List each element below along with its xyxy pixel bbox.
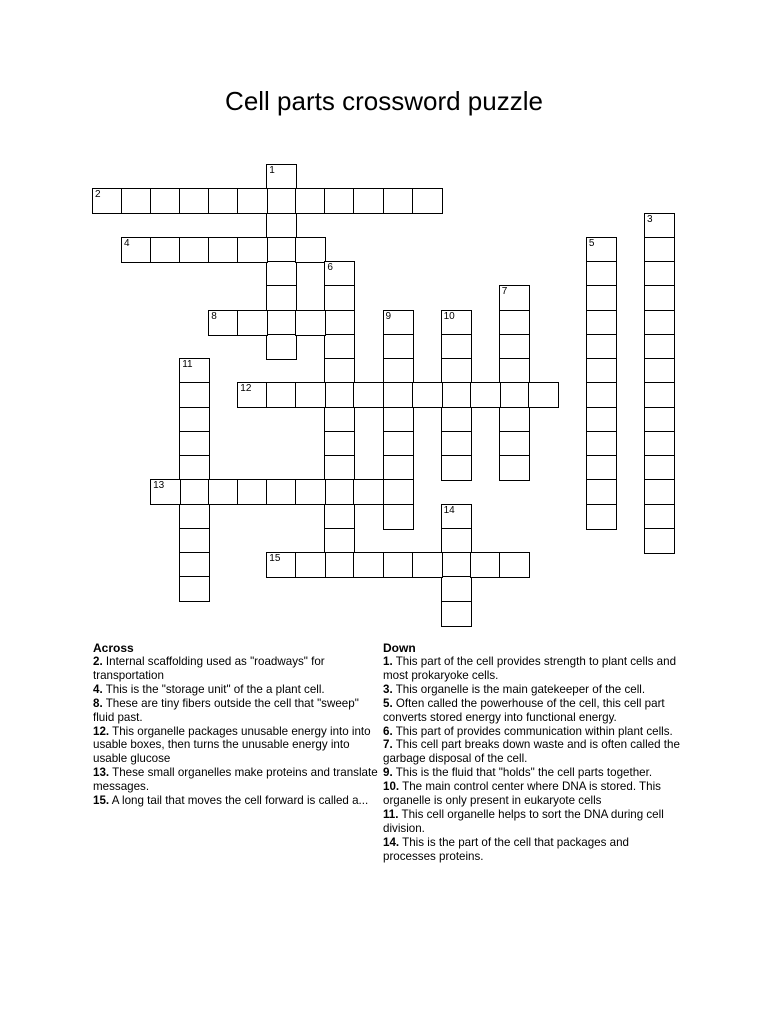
grid-cell[interactable] [528,382,559,408]
grid-cell[interactable] [150,188,181,214]
grid-cell[interactable] [586,479,617,505]
clue-text: This cell organelle helps to sort the DNA during cell division. [383,807,664,835]
grid-cell[interactable] [441,528,472,554]
clue-number: 5. [383,696,393,710]
grid-cell[interactable] [208,237,239,263]
grid-cell[interactable] [383,552,414,578]
grid-cell[interactable] [266,213,297,239]
grid-cell[interactable] [324,261,355,287]
grid-cell[interactable] [441,504,472,530]
grid-cell[interactable] [470,382,501,408]
grid-cell[interactable] [586,407,617,433]
grid-cell[interactable] [499,407,530,433]
clue-number: 14. [383,835,400,849]
grid-cell[interactable] [499,310,530,336]
clue-number: 3. [383,682,393,696]
grid-cell[interactable] [499,552,530,578]
grid-cell[interactable] [383,334,414,360]
grid-cell[interactable] [412,552,443,578]
grid-cell[interactable] [644,285,675,311]
grid-cell[interactable] [499,455,530,481]
grid-cell[interactable] [644,213,675,239]
grid-cell[interactable] [179,552,210,578]
grid-cell[interactable] [324,407,355,433]
grid-cell[interactable] [353,479,384,505]
grid-cell[interactable] [295,188,326,214]
grid-cell[interactable] [353,552,384,578]
grid-cell[interactable] [383,504,414,530]
clue-text: This organelle is the main gatekeeper of the cell. [395,682,646,696]
clue-number: 9. [383,766,393,780]
grid-cell[interactable] [324,455,355,481]
down-clue [383,697,683,725]
clue-number: 5 [588,237,595,249]
across-clue [93,766,383,794]
grid-cell[interactable] [266,310,297,336]
clue-number: 12. [93,724,110,738]
down-clue [383,655,683,683]
grid-cell[interactable] [237,188,268,214]
clue-number: 15 [269,553,281,564]
grid-cell[interactable] [644,479,675,505]
clue-text: This part of provides communication within plant cells. [395,724,673,738]
clue-number: 8 [211,310,217,322]
grid-cell[interactable] [324,358,355,384]
clue-number: 10 [443,310,455,322]
clue-text: This part of the cell provides strength to plant cells and most prokaryoke cells. [383,655,677,682]
grid-cell[interactable] [179,528,210,554]
grid-cell[interactable] [383,358,414,384]
grid-cell[interactable] [324,479,355,505]
grid-cell[interactable] [499,431,530,457]
grid-cell[interactable] [499,382,530,408]
grid-cell[interactable] [179,576,210,602]
clue-text: The main control center where DNA is stored. This organelle is only present in eukaryote cells [383,780,661,808]
clue-number: 13. [93,766,110,780]
grid-cell[interactable] [586,431,617,457]
across-clues [93,641,383,808]
grid-cell[interactable] [208,188,239,214]
grid-cell[interactable] [644,261,675,287]
grid-cell[interactable] [179,188,210,214]
grid-cell[interactable] [324,188,355,214]
grid-cell[interactable] [586,455,617,481]
across-clue [93,683,383,697]
grid-cell[interactable] [644,528,675,554]
grid-cell[interactable] [586,285,617,311]
grid-cell[interactable] [295,552,326,578]
grid-cell[interactable] [383,431,414,457]
grid-cell[interactable] [441,431,472,457]
grid-cell[interactable] [324,431,355,457]
clue-number: 2. [93,655,103,668]
grid-cell[interactable] [324,504,355,530]
grid-cell[interactable] [324,382,355,408]
down-clue [383,725,683,739]
clue-text: This organelle packages unusable energy into into usable boxes, then turns the unusable energy into usable glucose [93,724,371,766]
grid-cell[interactable] [179,407,210,433]
grid-cell[interactable] [208,479,239,505]
clue-number: 13 [153,480,165,492]
grid-cell[interactable] [499,358,530,384]
across-heading: Across [93,641,134,655]
clue-text: Often called the powerhouse of the cell, this cell part converts stored energy into functional energy. [383,696,665,724]
clue-number: 11 [182,359,193,370]
clue-number: 9 [385,310,392,322]
grid-cell[interactable] [237,382,268,408]
grid-cell[interactable] [295,237,326,263]
grid-cell[interactable] [644,334,675,360]
grid-cell[interactable] [324,552,355,578]
clue-number: 2 [95,189,101,201]
across-clue [93,725,383,767]
grid-cell[interactable] [266,237,297,263]
clue-number: 4. [93,682,103,696]
grid-cell[interactable] [441,576,472,602]
down-clue [383,836,683,864]
clue-number: 15. [93,794,110,808]
grid-cell[interactable] [644,407,675,433]
grid-cell[interactable] [237,237,268,263]
grid-cell[interactable] [441,382,472,408]
grid-cell[interactable] [499,334,530,360]
grid-cell[interactable] [266,188,297,214]
grid-cell[interactable] [324,310,355,336]
down-clue [383,808,683,836]
down-clue [383,683,683,697]
grid-cell[interactable] [383,188,414,214]
grid-cell[interactable] [324,285,355,311]
grid-cell[interactable] [441,310,472,336]
clue-number: 11. [383,807,399,821]
grid-cell[interactable] [179,455,210,481]
grid-cell[interactable] [499,285,530,311]
grid-cell[interactable] [586,310,617,336]
grid-cell[interactable] [266,261,297,287]
grid-cell[interactable] [586,334,617,360]
grid-cell[interactable] [266,552,297,578]
grid-cell[interactable] [644,358,675,384]
grid-cell[interactable] [441,601,472,627]
grid-cell[interactable] [179,504,210,530]
grid-cell[interactable] [295,382,326,408]
grid-cell[interactable] [295,310,326,336]
grid-cell[interactable] [121,188,152,214]
grid-cell[interactable] [644,237,675,263]
grid-cell[interactable] [586,504,617,530]
grid-cell[interactable] [586,382,617,408]
grid-cell[interactable] [470,552,501,578]
grid-cell[interactable] [121,237,152,263]
across-clue [93,697,383,725]
grid-cell[interactable] [383,407,414,433]
grid-cell[interactable] [441,455,472,481]
down-clue [383,780,683,808]
grid-cell[interactable] [644,310,675,336]
clue-number: 12 [240,383,252,395]
grid-cell[interactable] [644,504,675,530]
grid-cell[interactable] [644,382,675,408]
grid-cell[interactable] [179,237,210,263]
grid-cell[interactable] [353,188,384,214]
grid-cell[interactable] [412,382,443,408]
grid-cell[interactable] [92,188,123,214]
grid-cell[interactable] [412,188,443,214]
clue-number: 10. [383,780,400,794]
grid-cell[interactable] [266,164,297,190]
clue-text: This cell part breaks down waste and is often called the garbage disposal of the cell. [383,738,680,766]
clue-text: This is the part of the cell that packages and processes proteins. [383,835,629,863]
clue-number: 1. [383,655,393,668]
clue-text: This is the fluid that "holds" the cell parts together. [395,766,653,780]
grid-cell[interactable] [383,455,414,481]
grid-cell[interactable] [150,237,181,263]
grid-cell[interactable] [237,310,268,336]
grid-cell[interactable] [353,382,384,408]
down-clues [383,641,683,864]
across-clue [93,794,383,808]
grid-cell[interactable] [179,358,210,384]
grid-cell[interactable] [324,528,355,554]
grid-cell[interactable] [179,479,210,505]
grid-cell[interactable] [266,285,297,311]
grid-cell[interactable] [324,334,355,360]
puzzle-title: Cell parts crossword puzzle [225,86,543,116]
clue-number: 6. [383,724,393,738]
grid-cell[interactable] [237,479,268,505]
down-clue [383,766,683,780]
grid-cell[interactable] [208,310,239,336]
clue-number: 7. [383,738,393,752]
grid-cell[interactable] [586,237,617,263]
grid-cell[interactable] [441,552,472,578]
clue-number: 1 [269,165,275,176]
grid-cell[interactable] [441,334,472,360]
clue-number: 7 [501,286,508,298]
grid-cell[interactable] [586,261,617,287]
clue-text: A long tail that moves the cell forward is called a... [111,794,369,808]
clue-number: 3 [647,213,653,225]
clue-text: These are tiny fibers outside the cell that "sweep" fluid past. [93,696,359,724]
grid-cell[interactable] [644,431,675,457]
grid-cell[interactable] [441,407,472,433]
grid-cell[interactable] [383,382,414,408]
grid-cell[interactable] [266,382,297,408]
grid-cell[interactable] [383,310,414,336]
grid-cell[interactable] [441,358,472,384]
grid-cell[interactable] [179,382,210,408]
clue-number: 6 [327,262,333,273]
grid-cell[interactable] [179,431,210,457]
clue-text: These small organelles make proteins and translate messages. [93,766,378,794]
grid-cell[interactable] [295,479,326,505]
down-heading: Down [383,641,416,655]
clue-number: 8. [93,696,103,710]
grid-cell[interactable] [266,334,297,360]
grid-cell[interactable] [266,479,297,505]
clue-text: This is the "storage unit" of the a plant cell. [105,682,325,696]
grid-cell[interactable] [644,455,675,481]
clue-number: 4 [124,237,130,249]
across-clue [93,655,383,683]
grid-cell[interactable] [150,479,181,505]
grid-cell[interactable] [586,358,617,384]
clue-text: Internal scaffolding used as "roadways" for transportation [93,655,325,682]
down-clue [383,738,683,766]
clue-number: 14 [443,504,455,516]
grid-cell[interactable] [383,479,414,505]
